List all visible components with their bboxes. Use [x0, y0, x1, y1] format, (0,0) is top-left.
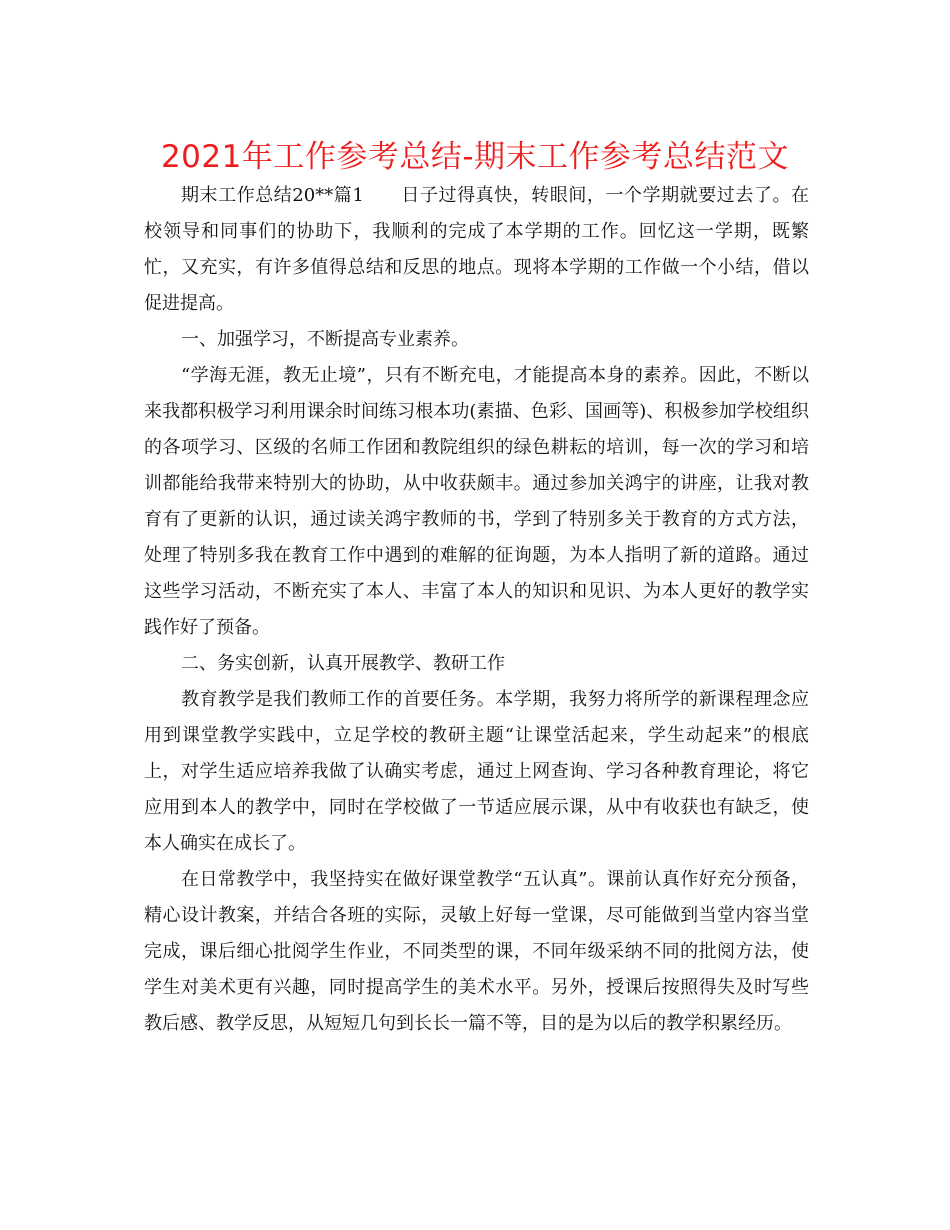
document-body	[144, 178, 809, 1042]
paragraph-learning: “学海无涯，教无止境”，只有不断充电，才能提高本身的素养。因此，不断以来我都积极学习利用课余时间练习根本功(素描、色彩、国画等)、积极参加学校组织的各项学习、区级的名师工作团和教院组织的绿色耕耘的培训，每一次的学习和培训都能给我带来特别大的协助，从中收获颇丰。通过参加关鸿宇的讲座，让我对教育有了更新的认识，通过读关鸿宇教师的书，学到了特别多关于教育的方式方法，处理了特别多我在教育工作中遇到的难解的征询题，为本人指明了新的道路。通过这些学习活动，不断充实了本人、丰富了本人的知识和见识、为本人更好的教学实践作好了预备。	[144, 365, 809, 638]
document-title: 2021年工作参考总结-期末工作参考总结范文	[160, 139, 790, 175]
section-heading-2: 二、务实创新，认真开展教学、教研工作	[181, 653, 505, 674]
paragraph-intro: 期末工作总结20**篇1 日子过得真快，转眼间，一个学期就要过去了。在校领导和同事们的协助下，我顺利的完成了本学期的工作。回忆这一学期，既繁忙，又充实，有许多值得总结和反思的地点。现将本学期的工作做一个小结，借以促进提高。	[144, 185, 809, 314]
paragraph-teaching: 教育教学是我们教师工作的首要任务。本学期，我努力将所学的新课程理念应用到课堂教学实践中，立足学校的教研主题“让课堂活起来，学生动起来”的根底上，对学生适应培养我做了认确实考虑，通过上网查询、学习各种教育理论，将它应用到本人的教学中，同时在学校做了一节适应展示课，从中有收获也有缺乏，使本人确实在成长了。	[144, 689, 809, 854]
section-heading-1: 一、加强学习，不断提高专业素养。	[181, 329, 469, 350]
paragraph-daily-teaching: 在日常教学中，我坚持实在做好课堂教学“五认真”。课前认真作好充分预备，精心设计教案，并结合各班的实际，灵敏上好每一堂课，尽可能做到当堂内容当堂完成，课后细心批阅学生作业，不同类型的课，不同年级采纳不同的批阅方法，使学生对美术更有兴趣，同时提高学生的美术水平。另外，授课后按照得失及时写些教后感、教学反思，从短短几句到长长一篇不等，目的是为以后的教学积累经历。	[144, 869, 809, 1034]
